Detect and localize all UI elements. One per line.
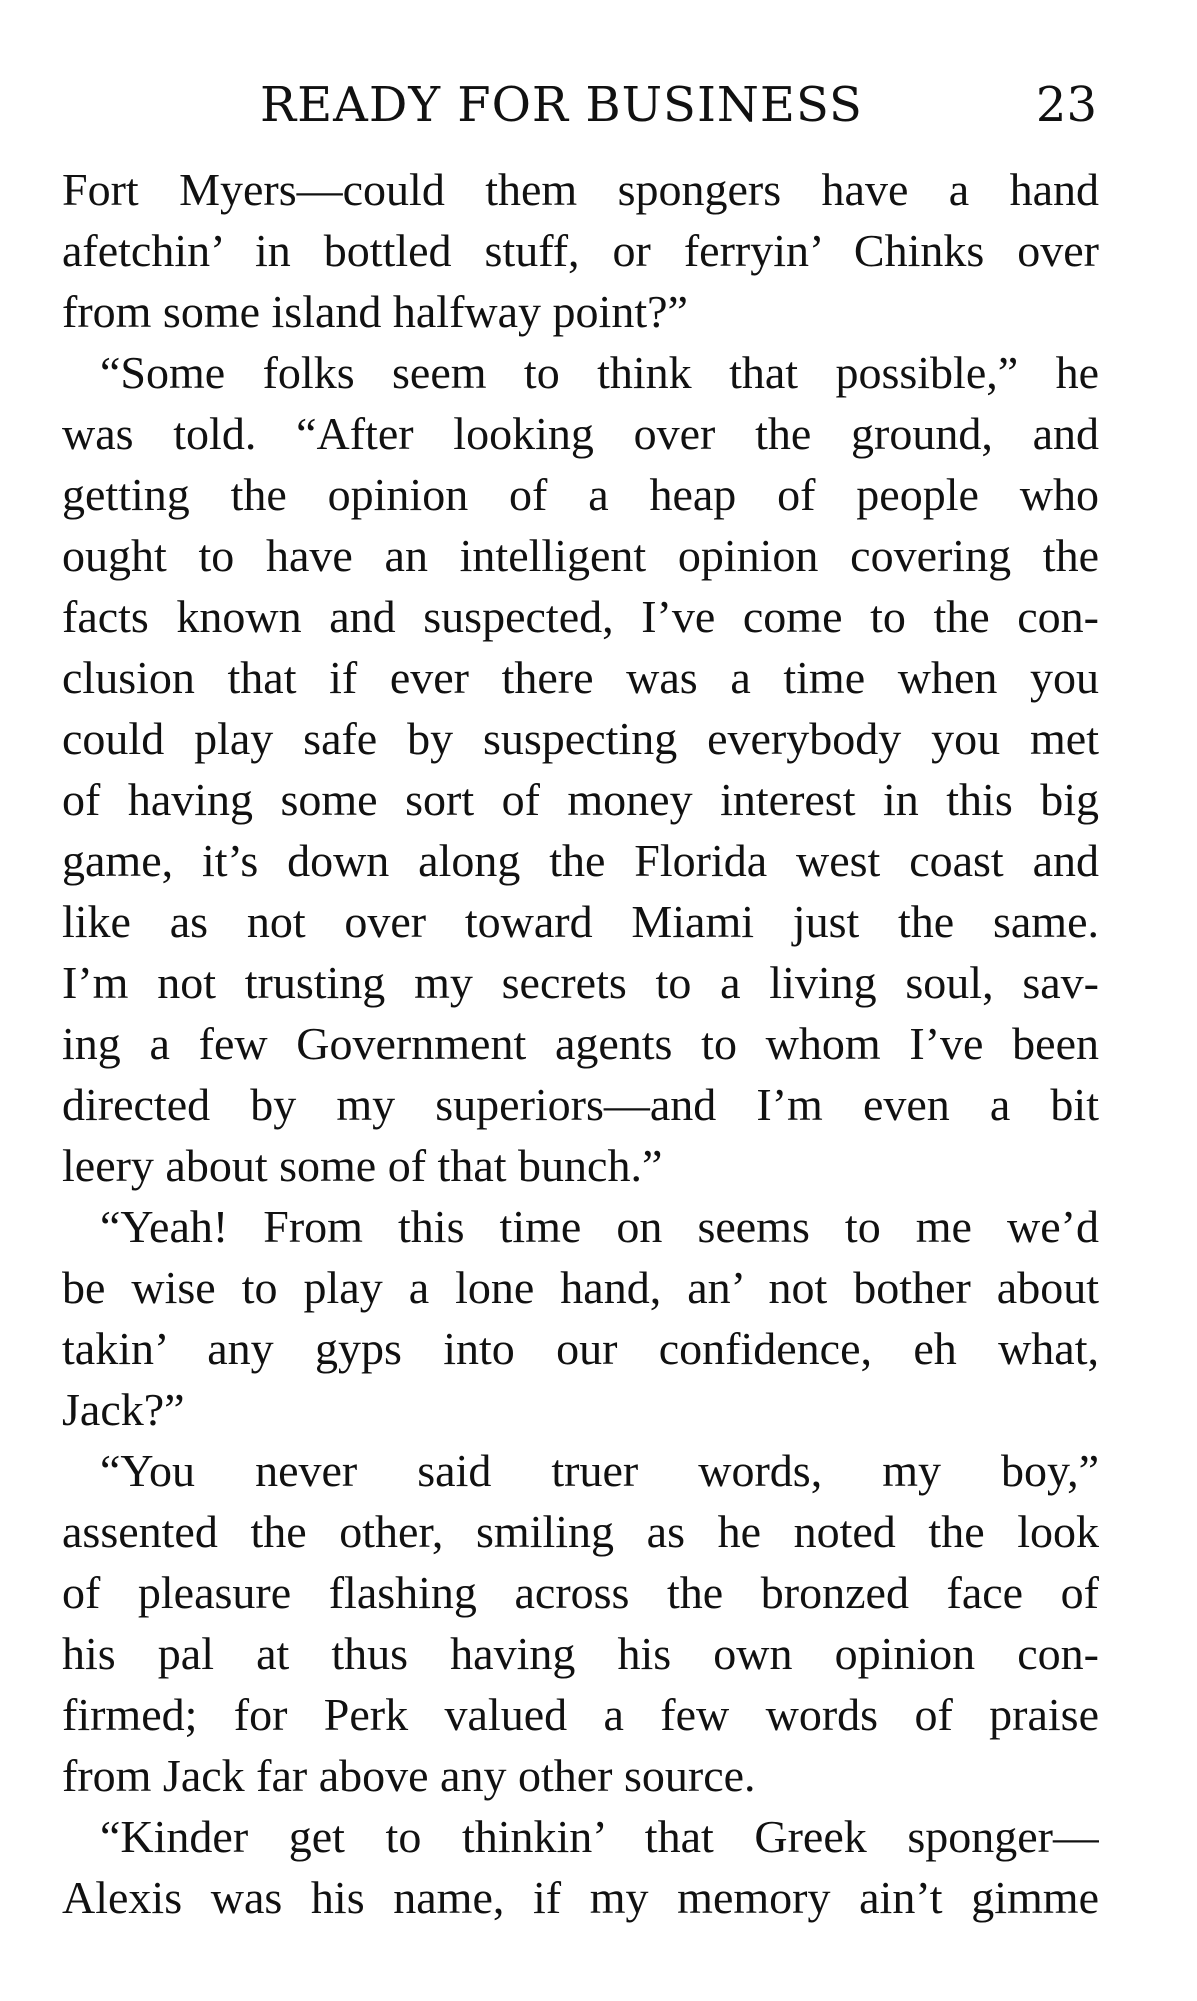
text-line: like as not over toward Miami just the same. [62,896,1099,947]
page-number: 23 [1035,77,1097,133]
text-line: clusion that if ever there was a time when you [62,652,1099,703]
text-line: getting the opinion of a heap of people who [62,469,1099,520]
text-line: was told. “After looking over the ground, and [62,408,1099,459]
running-head [62,70,1097,140]
text-line: “Yeah! From this time on seems to me we’d [100,1201,1099,1252]
text-line: Alexis was his name, if my memory ain’t gimme [62,1872,1099,1923]
text-line: from Jack far above any other source. [62,1750,756,1801]
text-line: “Kinder get to thinkin’ that Greek sponger— [100,1811,1099,1862]
text-line: be wise to play a lone hand, an’ not bother about [62,1262,1099,1313]
text-line: firmed; for Perk valued a few words of praise [62,1689,1099,1740]
text-line: directed by my superiors—and I’m even a bit [62,1079,1099,1130]
text-line: could play safe by suspecting everybody you met [62,713,1099,764]
text-line: leery about some of that bunch.” [62,1140,663,1191]
text-line: I’m not trusting my secrets to a living soul, sav- [62,957,1099,1008]
text-line: from some island halfway point?” [62,286,688,337]
text-line: game, it’s down along the Florida west coast and [62,835,1099,886]
text-line: “Some folks seem to think that possible,” he [100,347,1099,398]
text-line: ing a few Government agents to whom I’ve been [62,1018,1099,1069]
running-title: READY FOR BUSINESS [260,77,863,133]
text-line: his pal at thus having his own opinion con- [62,1628,1099,1679]
text-line: of pleasure flashing across the bronzed face of [62,1567,1099,1618]
text-line: assented the other, smiling as he noted the look [62,1506,1099,1557]
body-text [62,159,1099,1928]
text-line: facts known and suspected, I’ve come to the con- [62,591,1099,642]
text-line: takin’ any gyps into our confidence, eh what, [62,1323,1099,1374]
text-line: Fort Myers—could them spongers have a hand [62,164,1099,215]
text-line: of having some sort of money interest in this big [62,774,1099,825]
text-line: “You never said truer words, my boy,” [100,1445,1099,1496]
text-line: Jack?” [62,1384,185,1435]
text-line: ought to have an intelligent opinion covering the [62,530,1099,581]
text-line: afetchin’ in bottled stuff, or ferryin’ Chinks over [62,225,1099,276]
